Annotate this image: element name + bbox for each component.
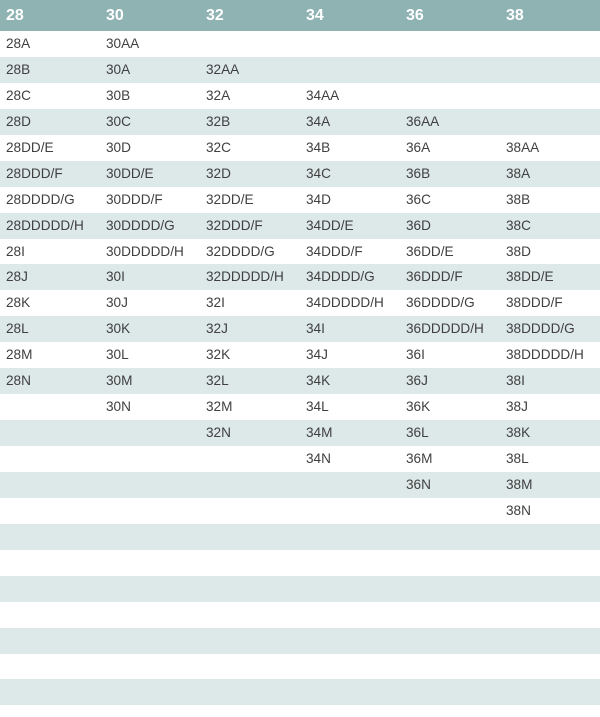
table-cell: [300, 550, 400, 576]
table-cell: [500, 679, 600, 705]
table-cell: [100, 705, 200, 717]
table-cell: [0, 705, 100, 717]
column-header-34: 34: [306, 7, 324, 24]
table-cell: 28B: [6, 61, 31, 77]
table-row: [0, 602, 600, 628]
table-cell: 32D: [206, 165, 231, 181]
table-cell: [100, 550, 200, 576]
table-cell: [100, 524, 200, 550]
table-cell: 38DD/E: [506, 269, 554, 285]
table-cell: [300, 705, 400, 717]
table-cell: [400, 576, 500, 602]
table-cell: 38I: [506, 373, 525, 389]
table-cell: [0, 498, 100, 524]
table-cell: [100, 602, 200, 628]
column-header-32: 32: [206, 7, 224, 24]
table-cell: 32J: [206, 321, 228, 337]
table-cell: 36AA: [406, 113, 440, 129]
table-cell: 34DD/E: [306, 217, 354, 233]
column-header-30: 30: [106, 7, 124, 24]
table-cell: 30DDDDD/H: [106, 243, 184, 259]
table-cell: 30J: [106, 295, 128, 311]
table-cell: 30L: [106, 347, 129, 363]
table-row: [0, 290, 600, 316]
table-cell: [400, 602, 500, 628]
table-cell: [300, 498, 400, 524]
table-cell: 28DDD/F: [6, 165, 63, 181]
table-cell: [0, 446, 100, 472]
table-cell: 34N: [306, 451, 331, 466]
column-header-28: 28: [6, 7, 24, 24]
table-cell: [0, 420, 100, 446]
column-header-38: 38: [506, 7, 524, 24]
table-cell: [500, 31, 600, 57]
table-row: [0, 628, 600, 654]
table-cell: 28DDDDD/H: [6, 217, 84, 233]
table-cell: 38L: [506, 451, 529, 466]
table-cell: [100, 679, 200, 705]
table-row: [0, 576, 600, 602]
table-row: [0, 342, 600, 368]
table-cell: [300, 602, 400, 628]
table-cell: 30DDD/F: [106, 191, 163, 207]
table-row: [0, 524, 600, 550]
table-cell: 32AA: [206, 61, 240, 77]
table-cell: 32A: [206, 87, 231, 103]
table-cell: 34A: [306, 113, 331, 129]
table-cell: 28A: [6, 36, 31, 51]
table-cell: 38N: [506, 502, 531, 518]
table-cell: [400, 83, 500, 109]
table-row: [0, 161, 600, 187]
table-row: [0, 316, 600, 342]
table-cell: 30D: [106, 139, 131, 155]
table-cell: 34AA: [306, 87, 340, 103]
table-cell: 34DDD/F: [306, 243, 363, 259]
table-row: [0, 135, 600, 161]
table-cell: [0, 524, 100, 550]
table-cell: 30DDDD/G: [106, 217, 175, 233]
table-cell: 32DD/E: [206, 191, 254, 207]
table-cell: 34J: [306, 347, 328, 363]
table-cell: [100, 654, 200, 680]
table-cell: [200, 576, 300, 602]
table-cell: [300, 31, 400, 57]
table-cell: [400, 679, 500, 705]
table-cell: 32M: [206, 399, 233, 415]
table-cell: 36A: [406, 139, 431, 155]
table-cell: [200, 654, 300, 680]
table-cell: 28I: [6, 243, 25, 259]
table-cell: [0, 472, 100, 498]
table-cell: 32N: [206, 425, 231, 441]
table-row: [0, 31, 600, 57]
table-cell: 36D: [406, 217, 431, 233]
table-cell: [300, 679, 400, 705]
table-row: [0, 705, 600, 717]
table-cell: 36J: [406, 373, 428, 389]
table-cell: [200, 498, 300, 524]
table-cell: [500, 576, 600, 602]
table-cell: 34K: [306, 373, 331, 389]
table-cell: 28C: [6, 87, 31, 103]
table-cell: [200, 550, 300, 576]
table-row: [0, 239, 600, 265]
table-row: [0, 264, 600, 290]
table-row: [0, 394, 600, 420]
table-cell: [300, 628, 400, 654]
table-cell: [100, 498, 200, 524]
table-cell: [100, 420, 200, 446]
table-cell: 32K: [206, 347, 231, 363]
table-cell: 34DDDD/G: [306, 269, 375, 285]
table-cell: [0, 679, 100, 705]
table-cell: 38D: [506, 243, 531, 259]
table-cell: 30C: [106, 113, 131, 129]
table-cell: 32L: [206, 373, 229, 389]
table-cell: 30B: [106, 87, 131, 103]
table-cell: [500, 705, 600, 717]
table-cell: 32DDDD/G: [206, 243, 275, 259]
table-cell: 36DDD/F: [406, 269, 463, 285]
table-cell: 32DDD/F: [206, 217, 263, 233]
table-cell: 32B: [206, 113, 231, 129]
table-cell: 34M: [306, 425, 333, 441]
table-cell: [300, 57, 400, 83]
table-cell: 38J: [506, 399, 528, 415]
table-row: [0, 679, 600, 705]
table-cell: 34D: [306, 191, 331, 207]
table-cell: [0, 550, 100, 576]
table-cell: 38K: [506, 425, 531, 441]
table-cell: [0, 628, 100, 654]
table-cell: 38DDD/F: [506, 295, 563, 311]
table-row: [0, 420, 600, 446]
table-cell: 32DDDDD/H: [206, 269, 284, 285]
table-cell: 36L: [406, 425, 429, 441]
table-cell: [0, 576, 100, 602]
table-cell: [100, 628, 200, 654]
table-cell: [300, 576, 400, 602]
table-cell: [400, 31, 500, 57]
table-cell: [300, 472, 400, 498]
table-cell: [200, 628, 300, 654]
table-body: [0, 31, 600, 717]
table-cell: [400, 628, 500, 654]
table-cell: [200, 705, 300, 717]
table-cell: [100, 576, 200, 602]
table-cell: [400, 57, 500, 83]
table-cell: [500, 654, 600, 680]
table-cell: 30A: [106, 61, 131, 77]
table-cell: 38B: [506, 191, 531, 207]
table-cell: 32I: [206, 295, 225, 311]
table-cell: 28J: [6, 269, 28, 285]
table-cell: 28DD/E: [6, 139, 54, 155]
table-cell: 28DDDD/G: [6, 191, 75, 207]
table-cell: 30K: [106, 321, 131, 337]
table-cell: 30DD/E: [106, 165, 154, 181]
table-cell: 36DD/E: [406, 243, 454, 259]
table-row: [0, 109, 600, 135]
table-row: [0, 498, 600, 524]
table-row: [0, 57, 600, 83]
table-cell: 30M: [106, 373, 133, 389]
table-cell: 38C: [506, 217, 531, 233]
table-cell: [400, 550, 500, 576]
table-cell: [200, 446, 300, 472]
table-cell: [500, 602, 600, 628]
table-cell: 36I: [406, 347, 425, 363]
table-cell: [0, 602, 100, 628]
table-cell: [200, 524, 300, 550]
table-cell: 34B: [306, 139, 331, 155]
table-cell: [500, 109, 600, 135]
table-cell: [200, 472, 300, 498]
table-cell: 36B: [406, 165, 431, 181]
table-cell: 28N: [6, 373, 31, 389]
table-cell: [500, 628, 600, 654]
table-cell: [500, 57, 600, 83]
table-row: [0, 654, 600, 680]
table-cell: 36DDDD/G: [406, 295, 475, 311]
table-cell: 36K: [406, 399, 431, 415]
table-cell: [200, 602, 300, 628]
table-cell: 34DDDDD/H: [306, 295, 384, 311]
table-cell: 34L: [306, 399, 329, 415]
table-row: [0, 472, 600, 498]
table-cell: 36DDDDD/H: [406, 321, 484, 337]
table-cell: [100, 472, 200, 498]
table-cell: 30N: [106, 399, 131, 415]
table-row: [0, 213, 600, 239]
table-row: [0, 83, 600, 109]
table-cell: 28M: [6, 347, 33, 363]
table-cell: 34C: [306, 165, 331, 181]
table-cell: 28D: [6, 113, 31, 129]
table-cell: [200, 679, 300, 705]
table-cell: [300, 524, 400, 550]
table-cell: 38A: [506, 165, 531, 181]
table-cell: 38AA: [506, 139, 540, 155]
table-cell: [500, 83, 600, 109]
table-cell: [500, 550, 600, 576]
table-cell: 38M: [506, 476, 533, 492]
table-cell: [200, 31, 300, 57]
table-cell: [400, 498, 500, 524]
table-cell: 36N: [406, 476, 431, 492]
table-cell: 28L: [6, 321, 29, 337]
table-row: [0, 187, 600, 213]
table-cell: [100, 446, 200, 472]
table-cell: [400, 654, 500, 680]
table-cell: 36C: [406, 191, 431, 207]
column-header-36: 36: [406, 7, 424, 24]
table-cell: 28K: [6, 295, 31, 311]
table-header-row: [0, 0, 600, 31]
table-cell: [300, 654, 400, 680]
table-cell: [400, 705, 500, 717]
table-row: [0, 446, 600, 472]
table-cell: 30I: [106, 269, 125, 285]
table-cell: [0, 654, 100, 680]
table-cell: 32C: [206, 139, 231, 155]
table-cell: 34I: [306, 321, 325, 337]
table-cell: 38DDDD/G: [506, 321, 575, 337]
table-cell: 30AA: [106, 36, 140, 51]
table-cell: [400, 524, 500, 550]
table-row: [0, 550, 600, 576]
table-cell: 36M: [406, 451, 433, 466]
table-cell: 38DDDDD/H: [506, 347, 584, 363]
table-cell: [500, 524, 600, 550]
table-row: [0, 368, 600, 394]
table-cell: [0, 394, 100, 420]
